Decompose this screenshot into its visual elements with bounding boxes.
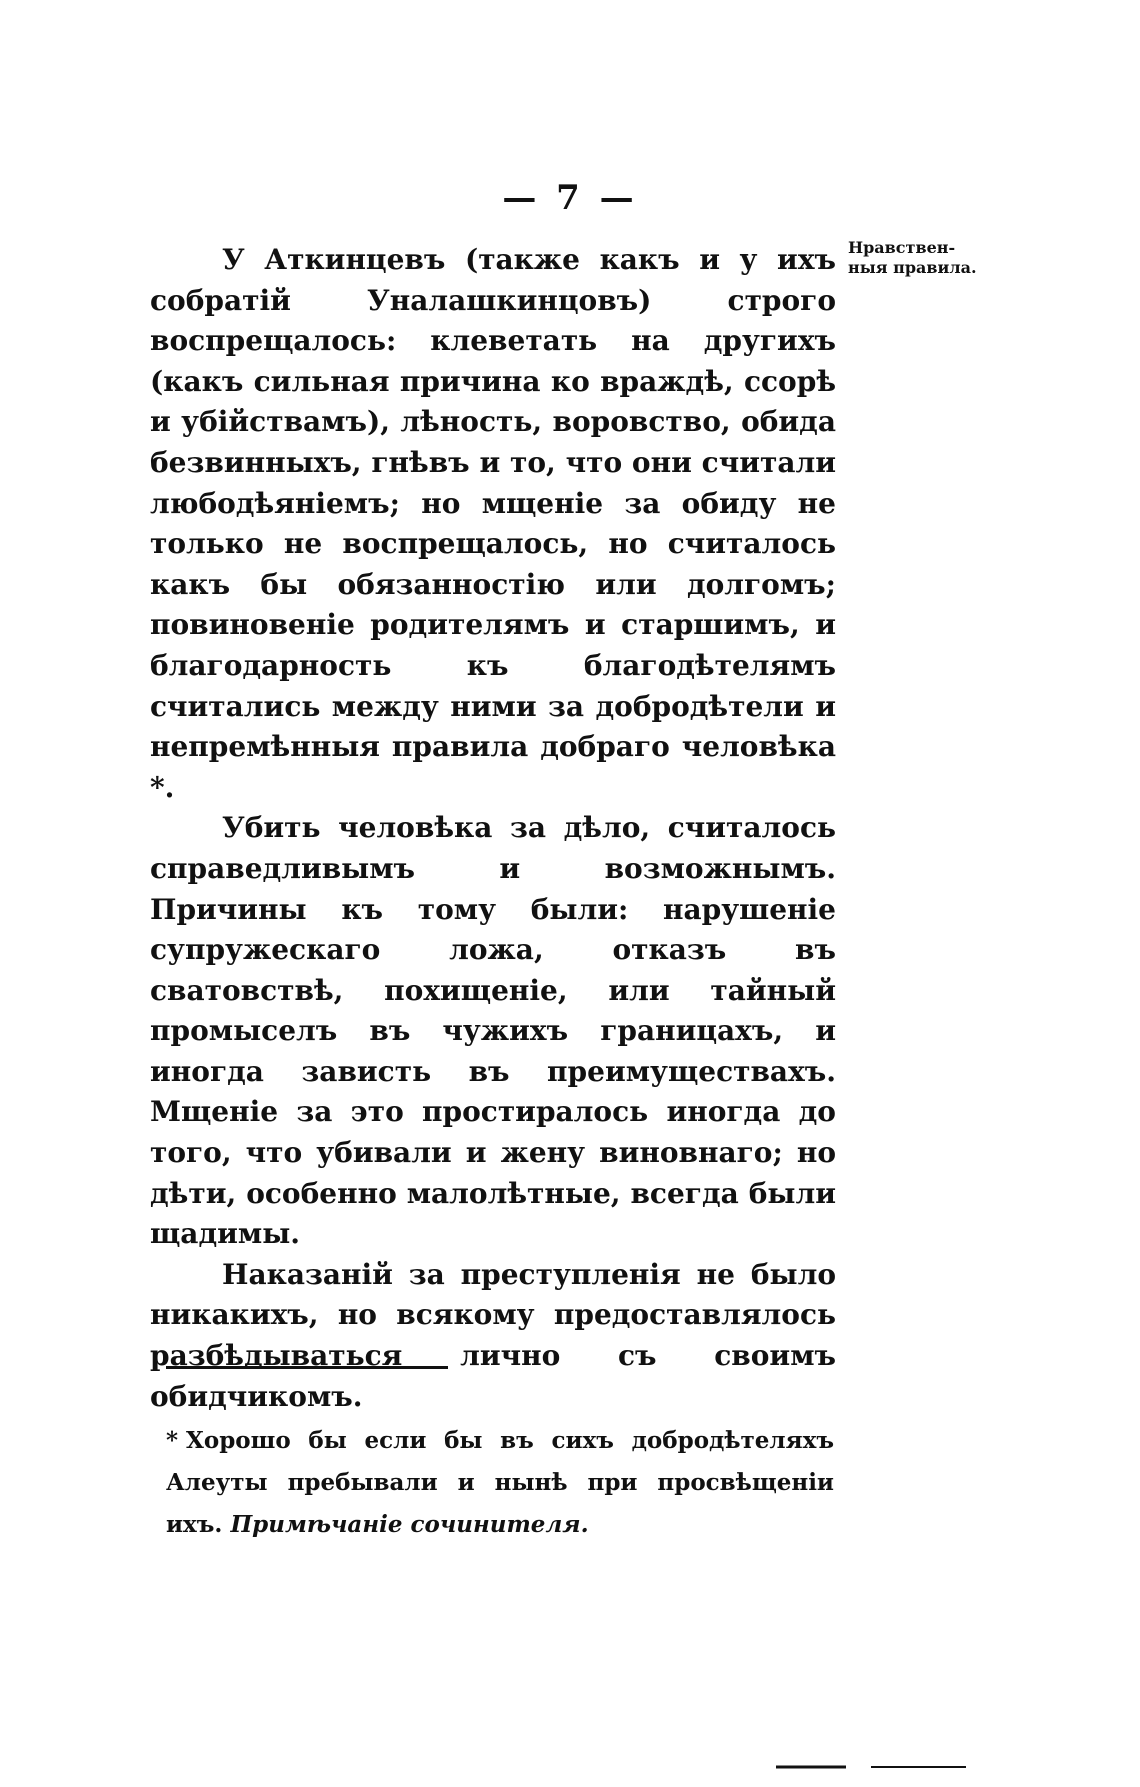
- bottom-corner-mark: [776, 1762, 966, 1772]
- footnote-text: Хорошо бы если бы въ сихъ добродѣтеляхъ Алеуты пребывали и нынѣ при просвѣщенiи ихъ.: [166, 1427, 834, 1538]
- footnote-author-note: Примѣчанiе сочинителя.: [230, 1511, 589, 1538]
- paragraph-punishment: Наказанiй за преступленiя не было никакихъ, но всякому предоставлялось разбѣдываться лично съ своимъ обидчикомъ.: [150, 1257, 836, 1413]
- footnote: [166, 1420, 834, 1546]
- paragraph-moral-rules: У Аткинцевъ (также какъ и у ихъ собратiй Уналашкинцовъ) строго воспрещалось: клеветать на другихъ (какъ сильная причина ко враждѣ, ссорѣ и убiйствамъ), лѣность, воровство, обида безвинныхъ, гнѣвъ и то, что они считали любодѣянiемъ; но мщенiе за обиду не только не воспрещалось, но считалось какъ бы обязанностiю или долгомъ; повиновенiе родителямъ и старшимъ, и благодарность къ благодѣтелямъ считались между ними за добродѣтели и непремѣнныя правила добраго человѣка *.: [150, 243, 836, 804]
- margin-note: Нравствен-ныя правила.: [848, 238, 977, 277]
- paragraph-killing: Убить человѣка за дѣло, считалось справедливымъ и возможнымъ. Причины къ тому были: нарушенiе супружескаго ложа, отказъ въ сватовствѣ, похищенiе, или тайный промыселъ въ чужихъ границахъ, и иногда зависть въ преимуществахъ. Мщенiе за это простиралось иногда до того, что убивали и жену виновнаго; но дѣти, особенно малолѣтные, всегда были щадимы.: [150, 811, 836, 1251]
- footnote-divider: [166, 1366, 448, 1369]
- body-text: [150, 240, 836, 1417]
- page-number: — 7 —: [502, 178, 638, 218]
- footnote-marker: *: [166, 1427, 179, 1454]
